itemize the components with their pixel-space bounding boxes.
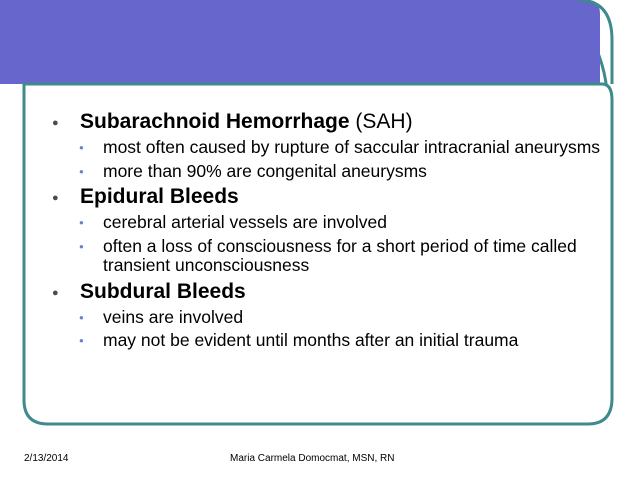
footer-author: Maria Carmela Domocmat, MSN, RN — [230, 453, 395, 464]
bullet-main — [48, 110, 608, 134]
footer-date: 2/13/2014 — [24, 453, 69, 464]
bullet-main — [48, 185, 608, 209]
bullet-title: Subdural Bleeds — [80, 279, 246, 303]
bullet-sub-text: more than 90% are congenital aneurysms — [103, 160, 427, 181]
bullet-marker-main: ● — [52, 117, 59, 129]
bullet-sub-text: veins are involved — [103, 306, 244, 327]
bullet-marker-sub: ● — [79, 143, 84, 152]
bullet-sub — [48, 237, 608, 276]
bullet-sub-text: cerebral arterial vessels are involved — [103, 212, 388, 232]
bullet-sub — [48, 308, 608, 328]
bullet-marker-sub: ● — [79, 166, 84, 176]
bullet-marker-main: ● — [52, 192, 59, 204]
bullet-marker-sub: ● — [79, 218, 84, 227]
bullet-title: Epidural Bleeds — [80, 185, 239, 208]
bullet-title: Subarachnoid Hemorrhage — [80, 110, 350, 133]
bullet-sub — [48, 331, 608, 351]
bullet-sub-text: most often caused by rupture of saccular intracranial aneurysms — [103, 137, 601, 157]
bullet-marker-main: ● — [52, 286, 59, 299]
header-band — [0, 0, 600, 84]
bullet-sub — [48, 162, 608, 182]
bullet-sub — [48, 138, 608, 158]
bullet-marker-sub: ● — [79, 336, 84, 345]
bullet-sub-text: may not be evident until months after an initial trauma — [103, 330, 519, 350]
bullet-sub-text: often a loss of consciousness for a short period of time called transient unconsciousness — [103, 235, 577, 275]
bullet-main — [48, 280, 608, 304]
bullet-sub — [48, 213, 608, 233]
slide-content — [48, 110, 608, 355]
bullet-marker-sub: ● — [79, 241, 84, 251]
bullet-title-suffix: (SAH) — [349, 110, 413, 133]
bullet-marker-sub: ● — [79, 312, 84, 322]
